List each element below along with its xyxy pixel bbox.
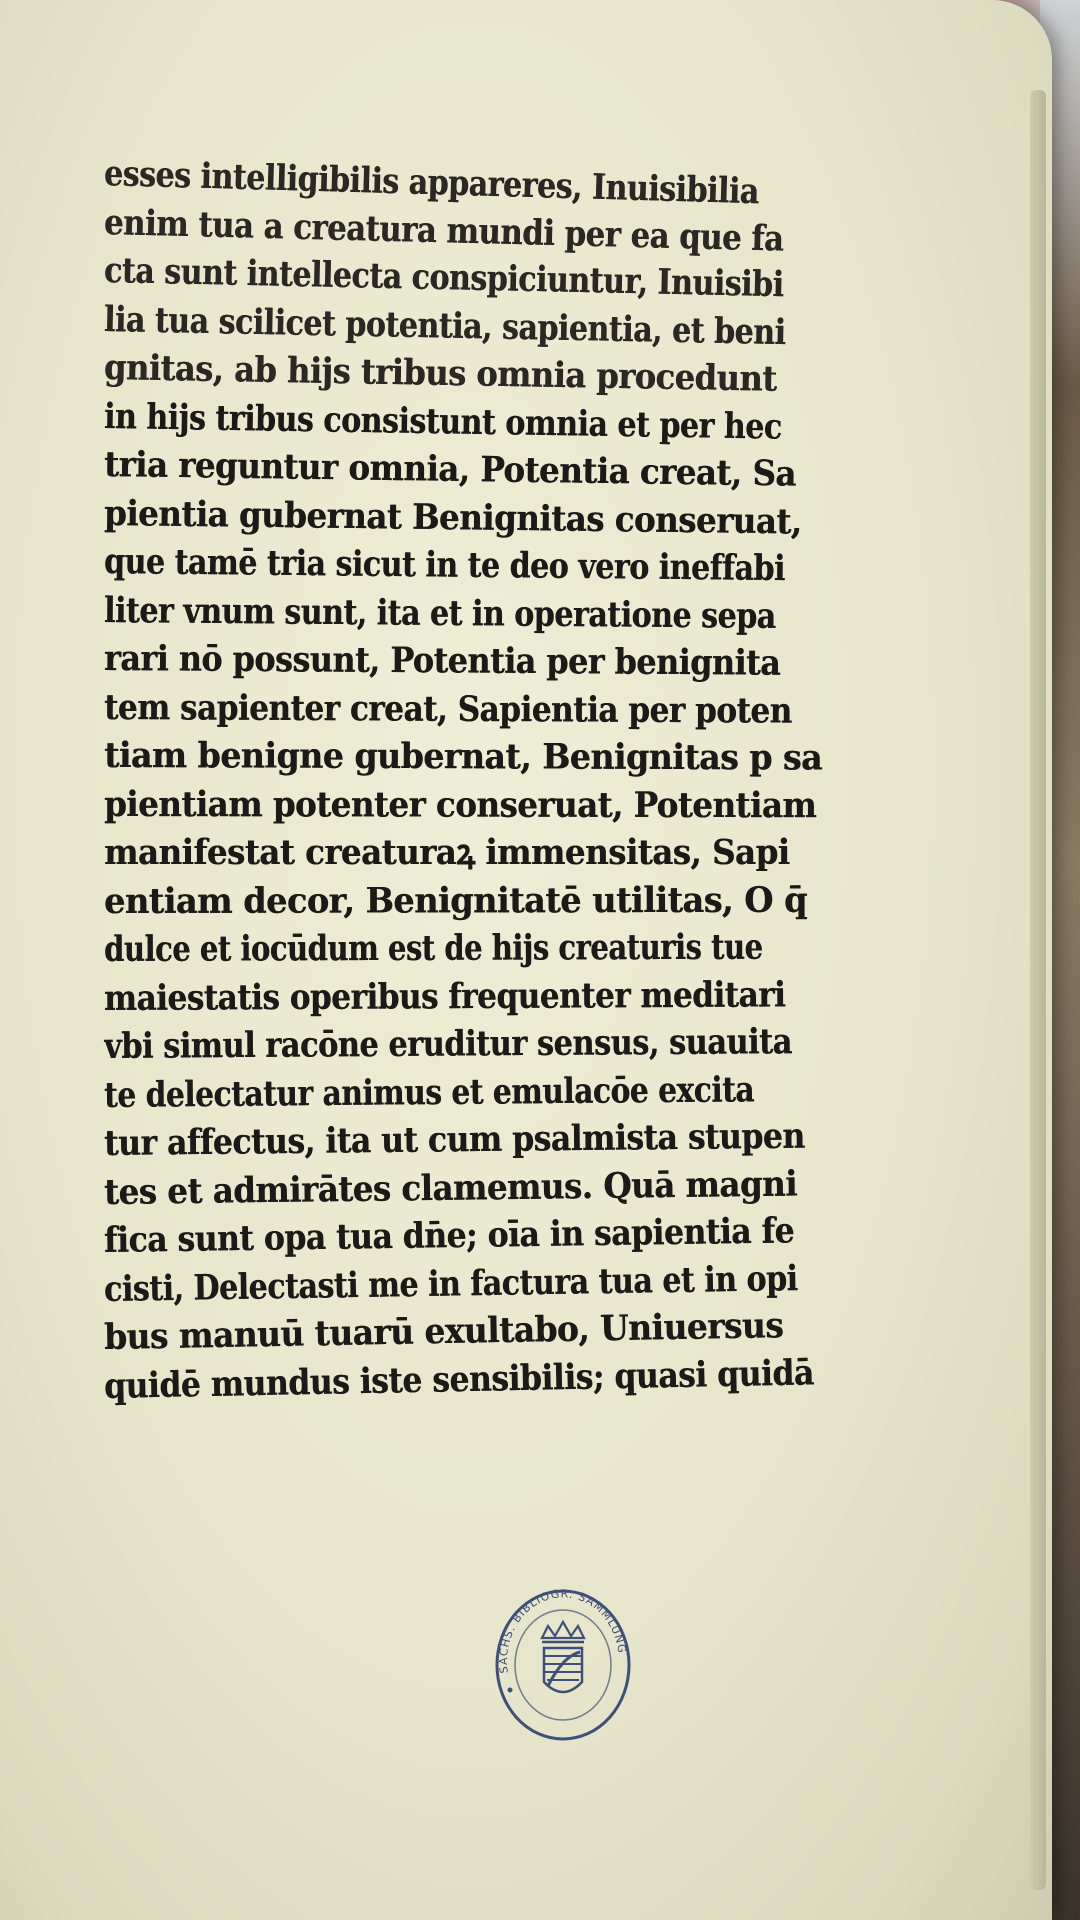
text-line: enim tua a creatura mundi per ea que fa xyxy=(103,201,784,260)
text-line: lia tua scilicet potentia, sapientia, et beni xyxy=(103,298,786,353)
svg-text:SÄCHS. BIBLIOGR. SAMMLUNG: SÄCHS. BIBLIOGR. SAMMLUNG xyxy=(496,1587,629,1675)
text-line: esses intelligibilis appareres, Inuisibilia xyxy=(103,153,760,213)
text-line: cta sunt intellecta conspiciuntur, Inuisibi xyxy=(103,250,784,306)
page-edge xyxy=(1030,90,1046,1890)
text-line: maiestatis operibus frequenter meditari xyxy=(103,973,786,1019)
text-line: liter vnum sunt, ita et in operatione sepa xyxy=(103,589,776,637)
text-block xyxy=(104,150,944,1411)
text-line: tem sapienter creat, Sapientia per poten xyxy=(103,686,792,732)
text-line: manifestat creaturaꝝ immensitas, Sapi xyxy=(104,832,790,873)
text-line: entiam decor, Benignitatē utilitas, O q̄ xyxy=(103,879,807,922)
text-line: quidē mundus iste sensibilis; quasi quidā xyxy=(103,1351,815,1407)
text-line: cisti, Delectasti me in factura tua et in opi xyxy=(103,1257,798,1310)
text-line: gnitas, ab hijs tribus omnia procedunt xyxy=(103,347,777,400)
text-line: pientiam potenter conseruat, Potentiam xyxy=(103,783,817,826)
text-line: pientia gubernat Benignitas conseruat, xyxy=(103,492,802,543)
text-line: dulce et iocūdum est de hijs creaturis tue xyxy=(103,926,763,970)
text-line: tiam benigne gubernat, Benignitas p sa xyxy=(103,735,823,779)
text-line: tur affectus, ita ut cum psalmista stupen xyxy=(103,1115,805,1164)
text-line: rari nō possunt, Potentia per benignita xyxy=(103,638,781,684)
text-line: bus manuū tuarū exultabo, Uniuersus xyxy=(103,1305,784,1358)
text-line: te delectatur animus et emulacōe excita xyxy=(103,1068,755,1116)
library-stamp xyxy=(492,1586,634,1744)
text-line: tria reguntur omnia, Potentia creat, Sa xyxy=(103,444,797,495)
text-line: vbi simul racōne eruditur sensus, suauita xyxy=(103,1021,792,1067)
text-line: in hijs tribus consistunt omnia et per hec xyxy=(103,395,782,448)
text-line: que tamē tria sicut in te deo vero ineffabi xyxy=(103,541,786,590)
text-line: tes et admirātes clamemus. Quā magni xyxy=(103,1163,798,1213)
text-line: fica sunt opa tua dn̄e; oīa in sapientia fe xyxy=(103,1210,795,1261)
